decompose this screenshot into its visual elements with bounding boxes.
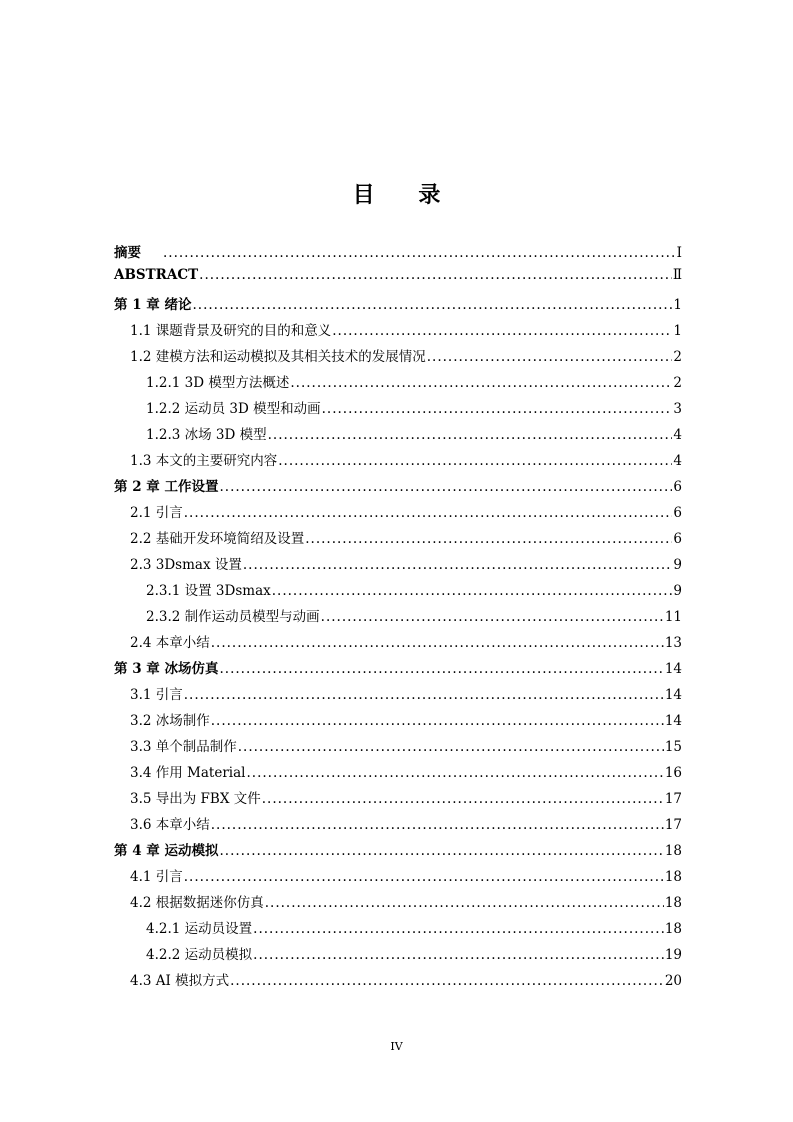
toc-leader-dots — [262, 791, 664, 807]
toc-entry-page: 4 — [673, 427, 682, 443]
toc-leader-dots — [246, 765, 663, 781]
toc-entry-page: 13 — [664, 635, 682, 651]
toc-entry[interactable] — [114, 657, 682, 683]
toc-entry[interactable] — [114, 345, 682, 371]
toc-entry[interactable] — [114, 501, 682, 527]
toc-entry[interactable] — [114, 735, 682, 761]
toc-entry[interactable] — [114, 319, 682, 345]
toc-entry-page: 17 — [664, 817, 682, 833]
toc-entry-page: 18 — [664, 895, 682, 911]
toc-entry[interactable] — [114, 813, 682, 839]
toc-entry[interactable] — [114, 605, 682, 631]
toc-entry-page: 3 — [673, 401, 682, 417]
toc-entry-label: 第 2 章 工作设置 — [114, 479, 219, 495]
toc-entry-label: 2.4 本章小结 — [130, 635, 210, 651]
toc-entry-label: 4.2 根据数据迷你仿真 — [130, 895, 264, 911]
toc-entry-label: 1.3 本文的主要研究内容 — [130, 453, 278, 469]
toc-entry-page: 2 — [673, 375, 682, 391]
toc-leader-dots — [253, 947, 664, 963]
toc-leader-dots — [268, 427, 673, 443]
toc-entry-page: 18 — [664, 921, 682, 937]
toc-entry-page: Ⅱ — [672, 267, 682, 283]
toc-entry-label: 4.2.1 运动员设置 — [146, 921, 253, 937]
toc-entry[interactable] — [114, 371, 682, 397]
toc-leader-dots — [184, 869, 664, 885]
toc-entry-page: 14 — [664, 661, 682, 677]
toc-entry-label: 3.5 导出为 FBX 文件 — [130, 791, 261, 807]
toc-leader-dots — [184, 687, 664, 703]
toc-leader-dots — [184, 505, 673, 521]
toc-entry[interactable] — [114, 761, 682, 787]
page-title: 目 录 — [352, 183, 459, 208]
toc-entry-label: 1.2 建模方法和运动模拟及其相关技术的发展情况 — [130, 349, 426, 365]
toc-entry-label: 3.1 引言 — [130, 687, 183, 703]
toc-leader-dots — [220, 661, 664, 677]
toc-entry-page: 6 — [673, 505, 682, 521]
toc-entry-page: 6 — [673, 479, 682, 495]
toc-entry-label: 3.6 本章小结 — [130, 817, 210, 833]
toc-leader-dots — [193, 297, 673, 313]
toc-leader-dots — [272, 583, 673, 599]
toc-entry-label: 4.1 引言 — [130, 869, 183, 885]
toc-entry-label: 2.3 3Dsmax 设置 — [130, 557, 242, 573]
toc-leader-dots — [211, 713, 664, 729]
toc-entry-page: 2 — [673, 349, 682, 365]
toc-entry-label: 4.2.2 运动员模拟 — [146, 947, 253, 963]
toc-entry[interactable] — [114, 917, 682, 943]
toc-entry-page: 20 — [664, 973, 682, 989]
toc-entry[interactable] — [114, 709, 682, 735]
toc-leader-dots — [199, 267, 672, 283]
toc-entry-page: 15 — [664, 739, 682, 755]
toc-leader-dots — [163, 245, 676, 261]
toc-entry[interactable] — [114, 293, 682, 319]
toc-entry[interactable] — [114, 527, 682, 553]
toc-leader-dots — [278, 453, 672, 469]
toc-entry-page: 14 — [664, 713, 682, 729]
toc-entry-label: 3.4 作用 Material — [130, 765, 246, 781]
toc-entry-page: 19 — [664, 947, 682, 963]
toc-entry-page: 18 — [664, 869, 682, 885]
toc-leader-dots — [211, 817, 664, 833]
toc-entry[interactable] — [114, 839, 682, 865]
toc-leader-dots — [305, 531, 672, 547]
toc-entry-page: 18 — [664, 843, 682, 859]
toc-entry[interactable] — [114, 865, 682, 891]
toc-entry-label: 第 3 章 冰场仿真 — [114, 661, 219, 677]
toc-entry[interactable] — [114, 475, 682, 501]
toc-entry[interactable] — [114, 267, 682, 293]
toc-entry-page: 6 — [673, 531, 682, 547]
toc-entry[interactable] — [114, 943, 682, 969]
toc-leader-dots — [211, 635, 664, 651]
toc-entry-label: 1.2.2 运动员 3D 模型和动画 — [146, 401, 321, 417]
toc-entry-page: 9 — [673, 557, 682, 573]
toc-entry-label: 第 1 章 绪论 — [114, 297, 192, 313]
toc-entry[interactable] — [114, 891, 682, 917]
toc-entry-page: 16 — [664, 765, 682, 781]
toc-entry-label: 第 4 章 运动模拟 — [114, 843, 219, 859]
toc-entry[interactable] — [114, 969, 682, 995]
toc-entry[interactable] — [114, 683, 682, 709]
toc-leader-dots — [290, 375, 672, 391]
toc-entry[interactable] — [114, 397, 682, 423]
toc-entry-label: 摘要 — [114, 245, 141, 261]
toc-entry-label: 2.2 基础开发环境简绍及设置 — [130, 531, 305, 547]
toc-entry-page: 11 — [664, 609, 682, 625]
toc-entry-label: 1.2.1 3D 模型方法概述 — [146, 375, 290, 391]
page-number: IV — [390, 1040, 403, 1053]
toc-leader-dots — [265, 895, 664, 911]
toc-entry-label: 2.3.1 设置 3Dsmax — [146, 583, 271, 599]
toc-leader-dots — [230, 973, 664, 989]
toc-leader-dots — [332, 323, 672, 339]
toc-entry[interactable] — [114, 423, 682, 449]
toc-entry-page: 17 — [664, 791, 682, 807]
toc-entry-label: 3.2 冰场制作 — [130, 713, 210, 729]
toc-entry-label: 1.2.3 冰场 3D 模型 — [146, 427, 267, 443]
toc-entry[interactable] — [114, 787, 682, 813]
toc-leader-dots — [238, 739, 664, 755]
toc-entry-label: 2.1 引言 — [130, 505, 183, 521]
toc-entry-page: 14 — [664, 687, 682, 703]
toc-entry-page: Ⅰ — [676, 245, 682, 261]
toc-entry-label: 1.1 课题背景及研究的目的和意义 — [130, 323, 332, 339]
toc-entry-label: 2.3.2 制作运动员模型与动画 — [146, 609, 320, 625]
toc-leader-dots — [243, 557, 673, 573]
toc-entry-page: 9 — [673, 583, 682, 599]
table-of-contents — [114, 241, 682, 995]
toc-entry-label: 4.3 AI 模拟方式 — [130, 973, 230, 989]
toc-leader-dots — [253, 921, 664, 937]
toc-leader-dots — [322, 401, 673, 417]
toc-leader-dots — [220, 843, 664, 859]
toc-entry-page: 4 — [673, 453, 682, 469]
toc-entry[interactable] — [114, 241, 682, 267]
toc-leader-dots — [220, 479, 673, 495]
toc-entry-label: 3.3 单个制品制作 — [130, 739, 237, 755]
toc-entry[interactable] — [114, 579, 682, 605]
toc-entry[interactable] — [114, 553, 682, 579]
toc-entry[interactable] — [114, 449, 682, 475]
toc-leader-dots — [427, 349, 673, 365]
toc-entry[interactable] — [114, 631, 682, 657]
toc-leader-dots — [321, 609, 664, 625]
toc-entry-label: ABSTRACT — [114, 267, 199, 283]
toc-entry-page: 1 — [673, 297, 682, 313]
toc-entry-page: 1 — [673, 323, 682, 339]
